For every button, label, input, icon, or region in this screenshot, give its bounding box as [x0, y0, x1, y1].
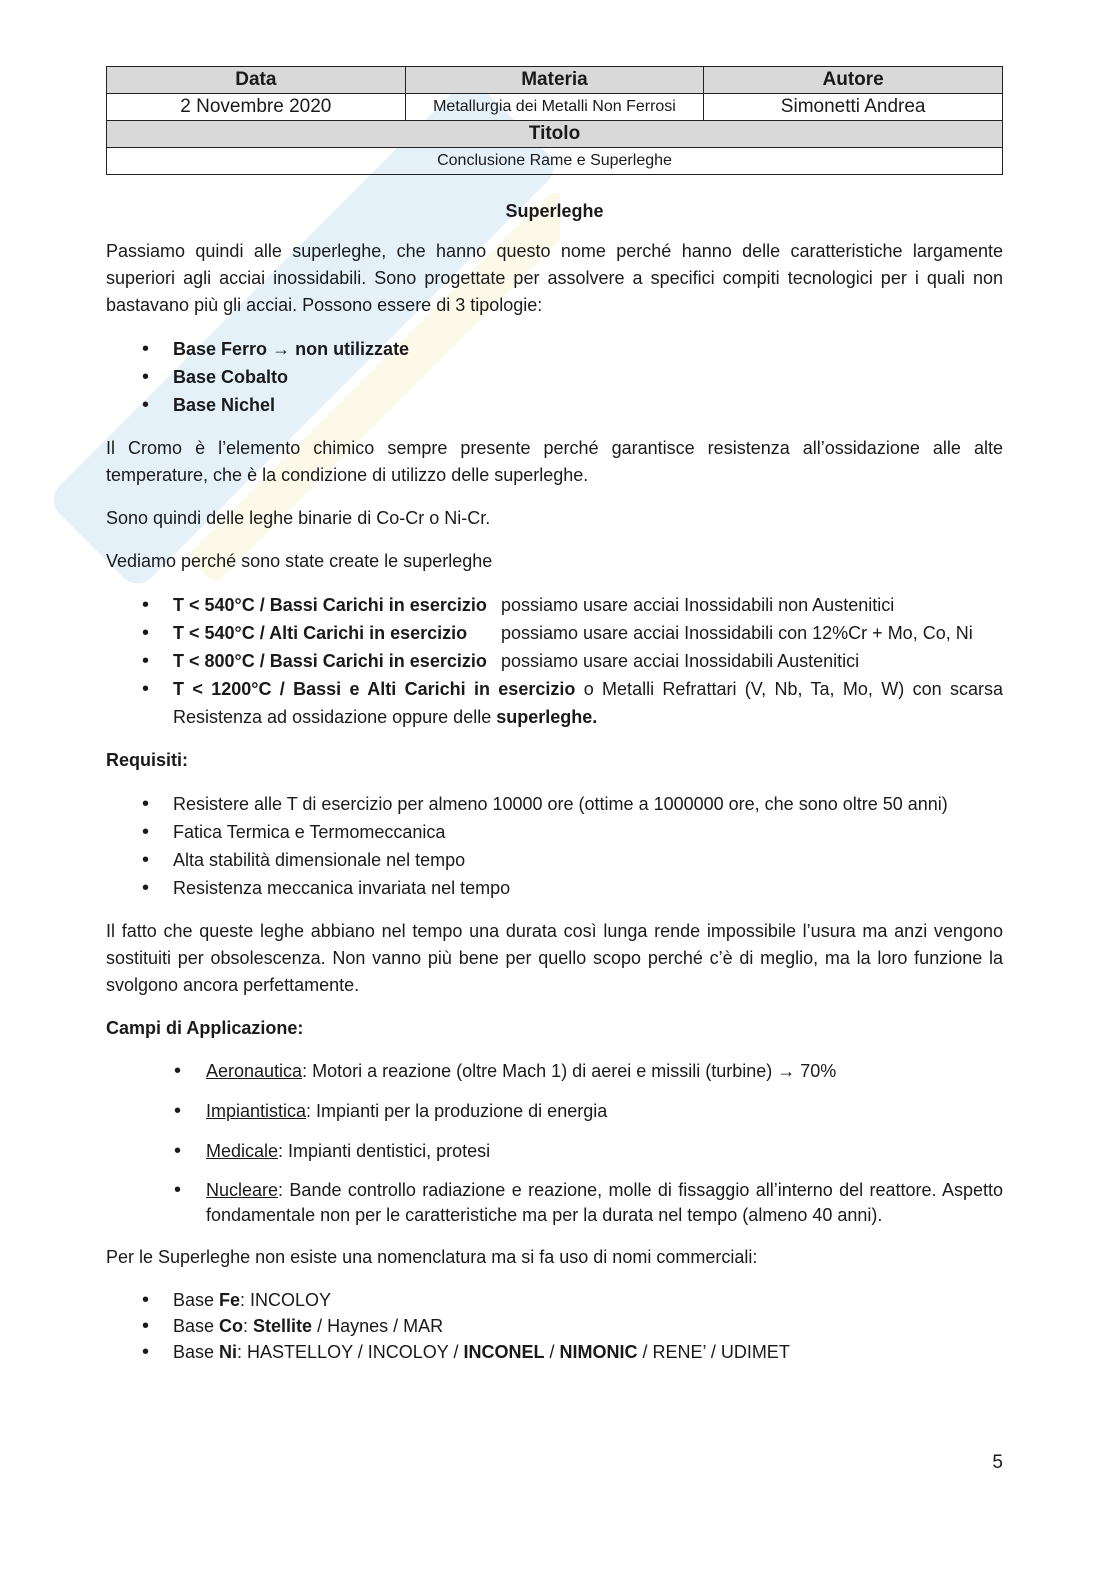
names-list: [106, 1287, 1003, 1365]
campo-name: Nucleare: [206, 1180, 279, 1200]
name-rest: : INCOLOY: [240, 1290, 332, 1310]
name-nimonic: NIMONIC: [559, 1342, 638, 1362]
conditions-list: [106, 591, 1003, 731]
intro-paragraph: Passiamo quindi alle superleghe, che hanno questo nome perché hanno delle caratteristiche largamente superiori agli acciai inossidabili. Sono progettate per assolvere a specifici compiti tecnologici per i quali non bastavano più gli acciai. Possono essere di 3 tipologie:: [106, 241, 1003, 315]
list-item: • Fatica Termica e Termomeccanica: [106, 818, 1003, 846]
list-item: [106, 391, 1003, 419]
type-nichel: Base Nichel: [173, 395, 276, 415]
section-title: Superleghe: [505, 201, 604, 221]
campi-heading: Campi di Applicazione:: [106, 1018, 304, 1038]
list-item: [106, 1339, 1003, 1365]
nomenclature-paragraph: Per le Superleghe non esiste una nomenclatura ma si fa uso di nomi commerciali:: [106, 1247, 758, 1267]
list-item: • Resistenza meccanica invariata nel tempo: [106, 874, 1003, 902]
header-table: [106, 66, 1003, 175]
type-cobalto: Base Cobalto: [173, 367, 289, 387]
list-item: • Alta stabilità dimensionale nel tempo: [106, 846, 1003, 874]
condition-text: possiamo usare acciai Inossidabili con 12%Cr + Mo, Co, Ni: [501, 623, 973, 643]
header-autore-label: Autore: [704, 67, 1003, 94]
element-symbol: Co: [219, 1316, 244, 1336]
header-date: 2 Novembre 2020: [107, 94, 406, 121]
list-item: [106, 1138, 1003, 1165]
condition-text: possiamo usare acciai Inossidabili non Austenitici: [501, 595, 895, 615]
header-subject: Metallurgia dei Metalli Non Ferrosi: [405, 94, 704, 121]
header-materia-label: Materia: [405, 67, 704, 94]
campo-text: : Impianti dentistici, protesi: [278, 1141, 491, 1161]
name-sep: /: [544, 1342, 560, 1362]
header-author: Simonetti Andrea: [704, 94, 1003, 121]
element-symbol: Ni: [219, 1342, 238, 1362]
campo-text: : Bande controllo radiazione e reazione, molle di fissaggio all’interno del reattore. Aspetto fondamentale non per le caratteristiche ma per la durata nel tempo (almeno 40 anni).: [206, 1180, 1003, 1225]
document-page: [106, 66, 1003, 1381]
condition-end: superleghe.: [496, 707, 598, 727]
name-stellite: Stellite: [253, 1316, 313, 1336]
campo-text: : Impianti per la produzione di energia: [306, 1101, 608, 1121]
name-inconel: INCONEL: [463, 1342, 545, 1362]
duration-paragraph: Il fatto che queste leghe abbiano nel tempo una durata così lunga rende impossibile l’usura ma anzi vengono sostituiti per obsolescenza. Non vanno più bene per quello scopo perché c’è di meglio, ma la loro funzione la svolgono ancora perfettamente.: [106, 921, 1003, 995]
name-prefix: Base: [173, 1342, 220, 1362]
condition-text: o Metalli Refrattari (V, Nb, Ta, Mo, W) con scarsa Resistenza ad ossidazione oppure delle: [173, 679, 1003, 727]
campo-name: Impiantistica: [206, 1101, 307, 1121]
why-paragraph: Vediamo perché sono state create le superleghe: [106, 551, 493, 571]
name-prefix: Base: [173, 1290, 220, 1310]
list-item: [106, 1178, 1003, 1228]
header-title-value: Conclusione Rame e Superleghe: [107, 148, 1003, 175]
list-item: [106, 591, 1003, 619]
list-item: [106, 1098, 1003, 1125]
name-prefix: Base: [173, 1316, 220, 1336]
campi-list: [106, 1058, 1003, 1228]
type-ferro: Base Ferro: [173, 339, 268, 359]
element-symbol: Fe: [219, 1290, 241, 1310]
name-mid: : HASTELLOY / INCOLOY /: [237, 1342, 464, 1362]
type-ferro-note: non utilizzate: [295, 339, 410, 359]
requisiti-heading: Requisiti:: [106, 750, 189, 770]
header-data-label: Data: [107, 67, 406, 94]
cromo-paragraph: Il Cromo è l’elemento chimico sempre presente perché garantisce resistenza all’ossidazione alle alte temperature, che è la condizione di utilizzo delle superleghe.: [106, 438, 1003, 485]
list-item: [106, 1287, 1003, 1313]
binary-paragraph: Sono quindi delle leghe binarie di Co-Cr o Ni-Cr.: [106, 508, 491, 528]
condition-label: T < 800°C / Bassi Carichi in esercizio: [173, 651, 487, 671]
requisiti-list: [106, 790, 1003, 902]
list-item: [106, 335, 1003, 363]
condition-label: T < 1200°C / Bassi e Alti Carichi in esercizio: [173, 679, 576, 699]
name-rest: / RENE’ / UDIMET: [637, 1342, 790, 1362]
condition-label: T < 540°C / Alti Carichi in esercizio: [173, 623, 468, 643]
campo-text: : Motori a reazione (oltre Mach 1) di aerei e missili (turbine) → 70%: [302, 1061, 837, 1081]
list-item: [106, 619, 1003, 647]
name-sep: :: [243, 1316, 254, 1336]
list-item: [106, 1058, 1003, 1085]
list-item: [106, 363, 1003, 391]
name-rest: / Haynes / MAR: [312, 1316, 444, 1336]
list-item: • Resistere alle T di esercizio per almeno 10000 ore (ottime a 1000000 ore, che sono oltre 50 anni): [106, 790, 1003, 818]
list-item: [106, 1313, 1003, 1339]
types-list: [106, 335, 1003, 419]
page-number: 5: [992, 1452, 1003, 1473]
campo-name: Aeronautica: [206, 1061, 303, 1081]
list-item: [106, 647, 1003, 675]
condition-label: T < 540°C / Bassi Carichi in esercizio: [173, 595, 487, 615]
arrow-icon: →: [272, 339, 291, 359]
campo-name: Medicale: [206, 1141, 279, 1161]
condition-text: possiamo usare acciai Inossidabili Austenitici: [501, 651, 860, 671]
header-title-label: Titolo: [107, 121, 1003, 148]
list-item: [106, 675, 1003, 731]
